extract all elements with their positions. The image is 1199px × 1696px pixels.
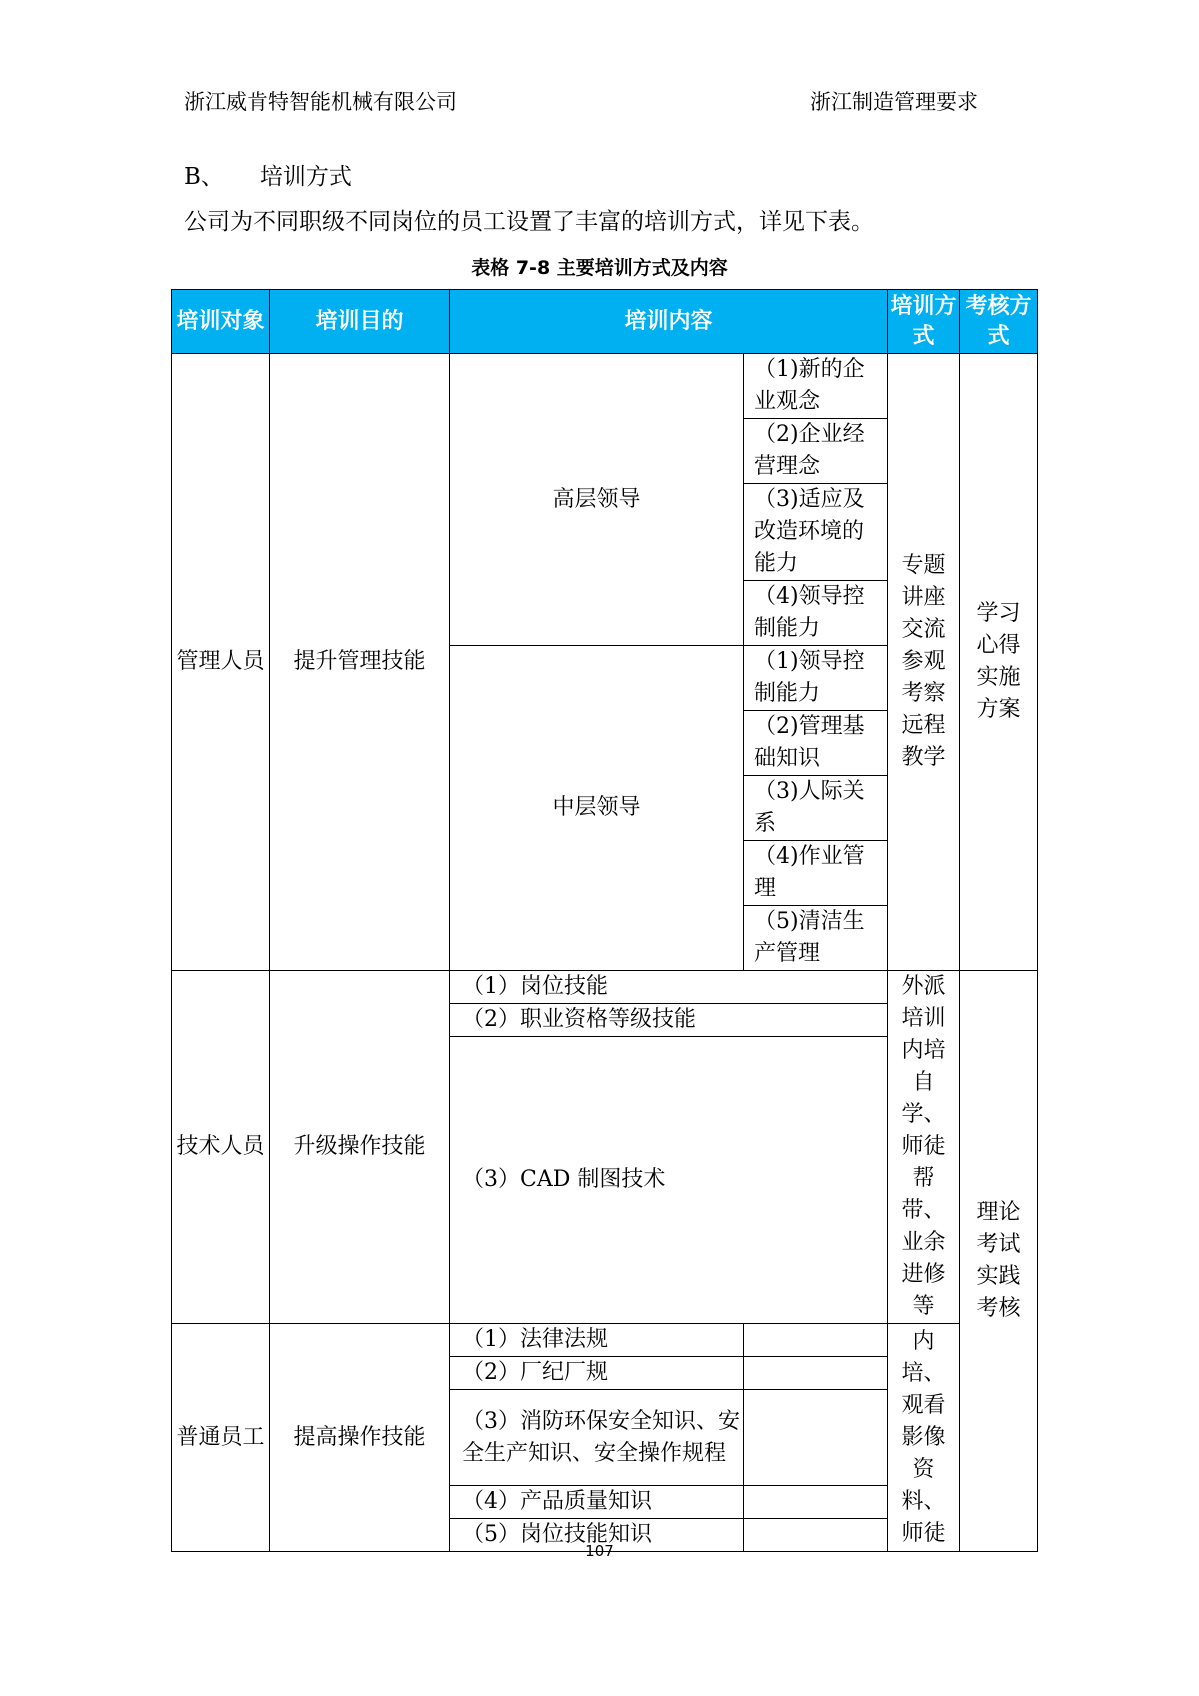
general-item: （1）法律法规 (450, 1324, 744, 1357)
middle-item: （1)领导控制能力 (744, 646, 888, 711)
header-content: 培训内容 (450, 290, 888, 354)
senior-item: （1)新的企业观念 (744, 354, 888, 419)
method-management: 专题讲座交流参观考察远程教学 (888, 354, 960, 971)
header-purpose: 培训目的 (270, 290, 450, 354)
technical-item: （3）CAD 制图技术 (450, 1037, 888, 1324)
table-row (172, 1324, 1038, 1357)
middle-item: （2)管理基础知识 (744, 711, 888, 776)
purpose-general: 提高操作技能 (270, 1324, 450, 1552)
method-technical: 外派培训内培自学、师徒帮带、业余进修等 (888, 971, 960, 1324)
table-header-row (172, 290, 1038, 354)
header-object: 培训对象 (172, 290, 270, 354)
middle-item: （3)人际关系 (744, 776, 888, 841)
header-assess: 考核方式 (960, 290, 1038, 354)
section-heading (184, 158, 352, 191)
assess-management: 学习心得实施方案 (960, 354, 1038, 971)
senior-item: （4)领导控制能力 (744, 581, 888, 646)
empty-cell (744, 1486, 888, 1519)
object-general: 普通员工 (172, 1324, 270, 1552)
technical-item: （2）职业资格等级技能 (450, 1004, 888, 1037)
section-title: 培训方式 (259, 164, 352, 190)
middle-leaders: 中层领导 (450, 646, 744, 971)
senior-item: （3)适应及改造环境的能力 (744, 484, 888, 581)
intro-paragraph: 公司为不同职级不同岗位的员工设置了丰富的培训方式，详见下表。 (184, 209, 874, 235)
purpose-technical: 升级操作技能 (270, 971, 450, 1324)
method-general: 内培、观看影像资料、师徒 (888, 1324, 960, 1552)
header-method: 培训方式 (888, 290, 960, 354)
middle-item: （4)作业管理 (744, 841, 888, 906)
general-item: （5）岗位技能知识 (450, 1519, 744, 1552)
empty-cell (744, 1324, 888, 1357)
assess-lower: 理论考试实践考核 (960, 971, 1038, 1552)
senior-leaders: 高层领导 (450, 354, 744, 646)
middle-item: （5)清洁生产管理 (744, 906, 888, 971)
table-row (172, 354, 1038, 419)
general-item: （3）消防环保安全知识、安全生产知识、安全操作规程 (450, 1390, 744, 1486)
empty-cell (744, 1357, 888, 1390)
header-company: 浙江威肯特智能机械有限公司 (184, 90, 457, 114)
page-number: 107 (585, 1542, 614, 1560)
general-item: （4）产品质量知识 (450, 1486, 744, 1519)
header-doc-title: 浙江制造管理要求 (810, 90, 978, 114)
technical-item: （1）岗位技能 (450, 971, 888, 1004)
object-management: 管理人员 (172, 354, 270, 971)
section-label: B、 (184, 164, 224, 190)
table-row (172, 971, 1038, 1004)
senior-item: （2)企业经营理念 (744, 419, 888, 484)
purpose-management: 提升管理技能 (270, 354, 450, 971)
table-caption: 表格 7-8 主要培训方式及内容 (471, 257, 728, 279)
empty-cell (744, 1390, 888, 1486)
object-technical: 技术人员 (172, 971, 270, 1324)
general-item: （2）厂纪厂规 (450, 1357, 744, 1390)
training-table (171, 289, 1038, 1552)
